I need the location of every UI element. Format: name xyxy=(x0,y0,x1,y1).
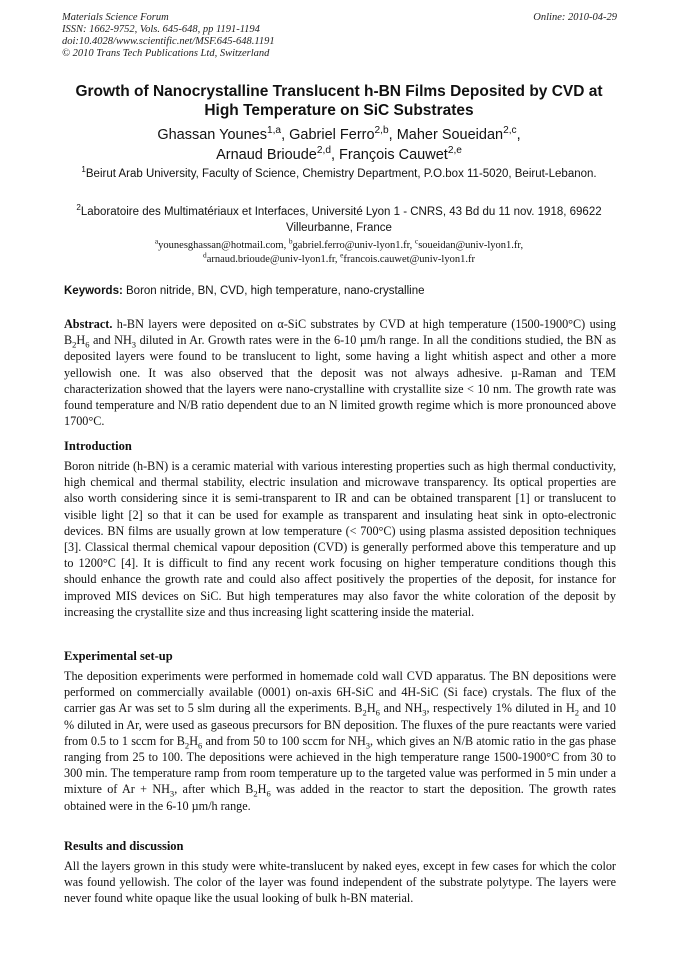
author-affiliation-mark: 2,d xyxy=(316,145,331,157)
body-text: , after which B xyxy=(174,782,254,797)
affiliation-2 xyxy=(66,204,612,236)
journal-header xyxy=(62,12,617,60)
subscript: 6 xyxy=(375,707,380,718)
journal-name: Materials Science Forum xyxy=(62,12,169,23)
affiliation-number: 1 xyxy=(81,165,86,175)
keywords-text: Boron nitride, BN, CVD, high temperature, nano-crystalline xyxy=(126,285,425,297)
title-line-1: Growth of Nanocrystalline Translucent h-BN Films Deposited by CVD at xyxy=(75,83,603,100)
email-key: b xyxy=(288,236,293,246)
keywords xyxy=(64,284,616,299)
title-line-2: High Temperature on SiC Substrates xyxy=(204,102,474,119)
experimental-text xyxy=(64,668,616,814)
introduction-text: Boron nitride (h-BN) is a ceramic material with various interesting properties such as high thermal conductivity, high chemical and thermal stability, electric insulation and microwave transparency. Its optical properties are also worth considering since it is semi-transparent to IR and can be obtained transparent [1] or translucent to visible light [2] so that it can be used for example as transparent and insulating heat sink in opto-electronic devices. BN films are usually grown at low temperature (< 700°C) using plasma assisted deposition techniques [3]. Classical thermal chemical vapour deposition (CVD) is generally performed above this temperature and up to 1200°C [4]. It is difficult to find any recent work focusing on higher temperature conditions though this should enhance the growth rate and could also affect positively the properties of the deposit, for instance for improved MIS devices on SiC. But high temperatures may also favor the white coloration of the deposit by increasing the crystallite size and thus increasing light scattering inside the material. xyxy=(64,459,616,619)
email-link[interactable]: younesghassan@hotmail.com, xyxy=(158,240,287,251)
keywords-label: Keywords: xyxy=(64,285,123,297)
abstract xyxy=(64,316,616,429)
abstract-text: diluted in Ar. Growth rates were in the 6-10 µm/h range. In all the conditions studied, the BN as deposited layers were found to be translucent to light, some having a light whitish aspect and other a more yellowish one. It was also observed that the deposit was not always adhesive. µ-Raman and TEM characterization showed that the layers were nano-crystalline with crystallite size < 10 nm. The growth rate was found temperature and N/B ratio dependent due to an N limited growth regime which is more pronounced above 1700°C. xyxy=(64,333,617,429)
email-list xyxy=(70,236,608,267)
author-name: Ghassan Younes xyxy=(157,127,267,143)
email-link[interactable]: francois.cauwet@univ-lyon1.fr xyxy=(343,254,475,265)
body-text: was added in the reactor to start the deposition. The growth rates obtained were in the 6-10 µm/h range. xyxy=(64,782,616,813)
section-heading-results: Results and discussion xyxy=(64,839,184,853)
subscript: 2 xyxy=(184,740,190,751)
paper-title xyxy=(50,82,628,120)
journal-issn: ISSN: 1662-9752, Vols. 645-648, pp 1191-1194 xyxy=(62,24,260,35)
subscript: 6 xyxy=(198,740,203,751)
body-text: and 10 % diluted in Ar, were used as gaseous precursors for BN deposition. The fluxes of the pure reactants were varied from 0.5 to 1 sccm for B xyxy=(64,701,616,748)
journal-copyright: © 2010 Trans Tech Publications Ltd, Switzerland xyxy=(62,48,270,59)
email-link[interactable]: arnaud.brioude@univ-lyon1.fr, xyxy=(206,254,338,265)
email-link[interactable]: soueidan@univ-lyon1.fr, xyxy=(418,240,524,251)
abstract-text: H xyxy=(76,333,86,348)
email-key: d xyxy=(203,250,207,260)
subscript: 6 xyxy=(266,788,271,799)
journal-doi: doi:10.4028/www.scientific.net/MSF.645-648.1191 xyxy=(62,36,275,47)
results-text: All the layers grown in this study were white-translucent by naked eyes, except in few cases for which the color was found yellowish. The color of the layer was found independent of the substrate polytype. The layers were never found white opaque like the usual looking of bulk h-BN material. xyxy=(64,859,616,906)
subscript: 3 xyxy=(169,788,175,799)
email-key: e xyxy=(340,250,344,260)
author-name: Maher Soueidan xyxy=(396,127,504,143)
subscript: 2 xyxy=(72,339,77,350)
author-name: François Cauwet xyxy=(339,147,448,163)
author-list: Ghassan Younes$^{1,a}$, Gabriel Ferro$^{2,b}$, Maher Soueidan$^{2,c}$, Arnaud Brioude$^{2,d}$, François Cauwet$^{2,e}$ xyxy=(157,125,521,163)
online-date: Online: 2010-04-29 xyxy=(533,12,617,23)
body-text: H xyxy=(366,701,376,716)
email-key: c xyxy=(414,236,419,246)
body-text: , which gives an N/B atomic ratio in the gas phase ranging from 25 to 100. The depositions were achieved in the high temperature range 1500-1900°C from 30 to 300 min. The temperature ramp from room temperature up to the targeted value was performed in 5 min under a mixture of Ar + NH xyxy=(64,733,616,797)
body-text: , respectively 1% diluted in H xyxy=(426,701,575,716)
subscript: 3 xyxy=(131,339,137,350)
author-affiliation-mark: 2,b xyxy=(374,125,389,137)
subscript: 2 xyxy=(253,788,258,799)
abstract-label: Abstract. xyxy=(64,317,113,331)
author-affiliation-mark: 1,a xyxy=(266,125,282,137)
affiliation-text: Beirut Arab University, Faculty of Science, Chemistry Department, P.O.box 11-5020, Beirut-Lebanon. xyxy=(85,168,597,180)
body-text: H xyxy=(189,733,198,748)
subscript: 3 xyxy=(365,740,371,751)
subscript: 3 xyxy=(422,707,427,718)
subscript: 2 xyxy=(574,707,580,718)
body-text: H xyxy=(257,782,267,797)
affiliation-number: 2 xyxy=(76,203,81,213)
author-name: Gabriel Ferro xyxy=(289,127,375,143)
affiliation-1 xyxy=(66,166,612,182)
author-affiliation-mark: 2,e xyxy=(447,145,462,157)
abstract-text: h-BN layers were deposited on α-SiC substrates by CVD at high temperature (1500-1900°C) using B xyxy=(64,317,617,348)
subscript: 2 xyxy=(362,707,367,718)
email-key: a xyxy=(154,236,159,246)
body-text: and NH xyxy=(379,701,423,716)
author-affiliation-mark: 2,c xyxy=(503,125,517,137)
author-name: Arnaud Brioude xyxy=(216,147,317,163)
abstract-text: and NH xyxy=(89,333,132,348)
body-text: The deposition experiments were performed in homemade cold wall CVD apparatus. The BN depositions were performed on commercially available (0001) on-axis 6H-SiC and 4H-SiC (Si face) crystals. The flux of the carrier gas Ar was set to 5 slm during all the experiments. B xyxy=(64,669,616,716)
affiliation-text: Laboratoire des Multimatériaux et Interfaces, Université Lyon 1 - CNRS, 43 Bd du 11 nov. 1918, 69622 Villeurbanne, France xyxy=(80,206,602,234)
subscript: 6 xyxy=(85,339,90,350)
email-link[interactable]: gabriel.ferro@univ-lyon1.fr, xyxy=(292,240,413,251)
body-text: and from 50 to 100 sccm for NH xyxy=(202,733,366,748)
section-heading-introduction: Introduction xyxy=(64,439,132,453)
section-heading-experimental: Experimental set-up xyxy=(64,649,173,663)
